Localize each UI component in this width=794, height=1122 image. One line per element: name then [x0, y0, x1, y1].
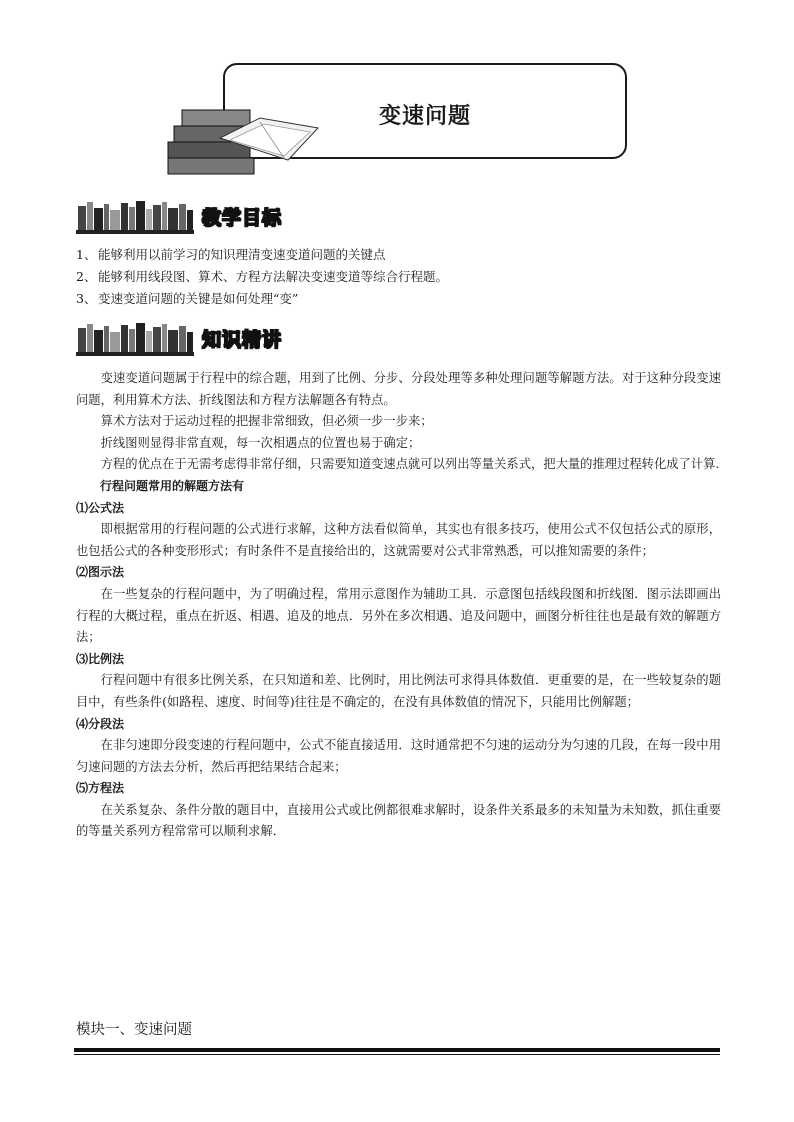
goal-item — [76, 244, 726, 266]
intro-paragraph: 方程的优点在于无需考虑得非常仔细，只需要知道变速点就可以列出等量关系式，把大量的推理过程转化成了计算. — [100, 457, 720, 472]
books-illustration-icon — [160, 98, 320, 178]
section-header-knowledge — [76, 322, 376, 356]
bookshelf-icon — [76, 200, 194, 234]
knowledge-body — [76, 368, 721, 843]
method-heading: ⑵图示法 — [76, 565, 125, 580]
goal-text: 变速变道问题的关键是如何处理“变” — [98, 291, 299, 306]
method-text: 行程问题中有很多比例关系，在只知道和差、比例时，用比例法可求得具体数值．更重要的是，在一些较复杂的题目中，有些条件(如路程、速度、时间等)往往是不确定的，在没有具体数值的情况下，只能用比例解题； — [76, 673, 721, 709]
method-text: 在非匀速即分段变速的行程问题中，公式不能直接适用．这时通常把不匀速的运动分为匀速的几段，在每一段中用匀速问题的方法去分析，然后再把结果结合起来； — [76, 738, 721, 774]
section-header-goals — [76, 200, 376, 234]
section-title-knowledge: 知识精讲 — [202, 329, 283, 351]
divider-thick — [74, 1048, 720, 1052]
goal-number: 1、 — [76, 247, 97, 262]
goal-number: 3、 — [76, 291, 97, 306]
method-heading: ⑴公式法 — [76, 500, 125, 515]
bookshelf-icon — [76, 322, 194, 356]
method-text: 即根据常用的行程问题的公式进行求解，这种方法看似简单，其实也有很多技巧，使用公式不仅包括公式的原形，也包括公式的各种变形形式；有时条件不是直接给出的，这就需要对公式非常熟悉，可以推知需要的条件； — [76, 522, 721, 558]
module-heading: 模块一、变速问题 — [76, 1022, 192, 1038]
method-text: 在一些复杂的行程问题中，为了明确过程，常用示意图作为辅助工具．示意图包括线段图和折线图．图示法即画出行程的大概过程，重点在折返、相遇、追及的地点．另外在多次相遇、追及问题中，画图分析往往也是最有效的解题方法； — [76, 586, 721, 645]
goal-item — [76, 266, 726, 288]
intro-paragraph: 算术方法对于运动过程的把握非常细致，但必须一步一步来； — [100, 414, 433, 429]
method-heading: ⑶比例法 — [76, 651, 125, 666]
goal-number: 2、 — [76, 269, 97, 284]
goal-item — [76, 288, 726, 310]
intro-paragraph: 变速变道问题属于行程中的综合题，用到了比例、分步、分段处理等多种处理问题等解题方法。对于这种分段变速问题，利用算术方法、折线图法和方程方法解题各有特点。 — [76, 371, 721, 407]
divider-thin — [74, 1054, 720, 1055]
method-heading: ⑷分段法 — [76, 716, 125, 731]
goal-text: 能够利用以前学习的知识理清变速变道问题的关键点 — [98, 247, 386, 262]
page-title: 变速问题 — [378, 104, 471, 129]
intro-paragraph: 折线图则显得非常直观，每一次相遇点的位置也易于确定； — [100, 435, 421, 450]
method-heading: ⑸方程法 — [76, 781, 125, 796]
methods-title: 行程问题常用的解题方法有 — [100, 478, 245, 493]
goals-list — [76, 244, 726, 310]
goal-text: 能够利用线段图、算术、方程方法解决变速变道等综合行程题。 — [98, 269, 449, 284]
section-title-goals: 教学目标 — [202, 207, 283, 229]
method-text: 在关系复杂、条件分散的题目中，直接用公式或比例都很难求解时，设条件关系最多的未知量为未知数，抓住重要的等量关系列方程常常可以顺利求解． — [76, 802, 721, 839]
